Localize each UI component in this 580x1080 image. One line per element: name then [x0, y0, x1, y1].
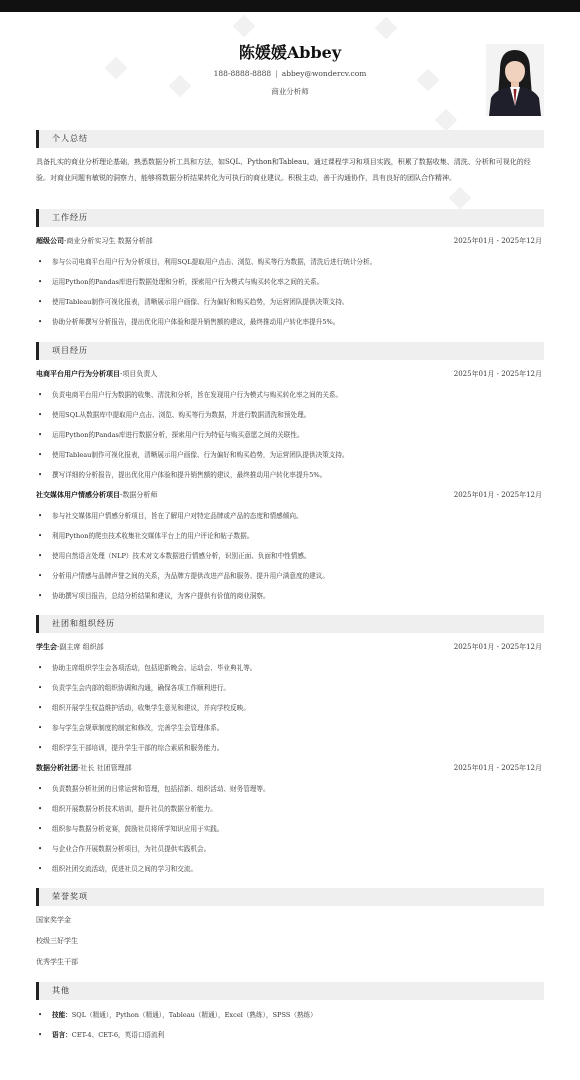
list-item: • 协助主席组织学生会各项活动，包括迎新晚会、运动会、毕业典礼等。 — [38, 664, 257, 672]
project-entry-header — [36, 490, 544, 502]
entry-date: 2025年01月 - 2025年12月 — [453, 237, 542, 245]
list-item: • 运用Python的Pandas库进行数据处理和分析，探索用户行为模式与购买转化率之间的关系。 — [38, 278, 324, 286]
entry-organization: 社交媒体用户情感分析项目 — [36, 490, 120, 499]
section-title: 社团和组织经历 — [52, 619, 115, 628]
award-item: 校级三好学生 — [36, 937, 78, 945]
list-item: • 运用Python的Pandas库进行数据分析，探索用户行为特征与购买意愿之间的关联性。 — [38, 431, 304, 439]
section-header-awards — [36, 888, 544, 906]
entry-date: 2025年01月 - 2025年12月 — [453, 643, 542, 651]
entry-position: -数据分析师 — [120, 491, 158, 499]
list-item: • 负责电商平台用户行为数据的收集、清洗和分析，旨在发现用户行为模式与购买转化率之间的关系。 — [38, 391, 343, 399]
section-title: 荣誉奖项 — [52, 892, 88, 901]
club-entry-header — [36, 642, 544, 654]
skills-label: 技能： — [52, 1011, 72, 1019]
entry-position: -副主席 组织部 — [57, 643, 104, 651]
list-item: • 负责数据分析社团的日常运营和管理，包括招新、组织活动、财务管理等。 — [38, 785, 270, 793]
section-accent-bar — [36, 342, 39, 360]
language-item: • 语言：CET-4、CET-6，英语口语流利 — [38, 1031, 165, 1039]
decor-diamond — [449, 187, 472, 210]
section-title: 工作经历 — [52, 213, 88, 222]
list-item: • 分析用户情感与品牌声誉之间的关系，为品牌方提供改进产品和服务、提升用户满意度的建议。 — [38, 572, 329, 580]
project-entry-header — [36, 369, 544, 381]
section-accent-bar — [36, 130, 39, 148]
section-title: 个人总结 — [52, 134, 88, 143]
email-address: abbey@wondercv.com — [281, 69, 367, 78]
list-item: • 使用Tableau制作可视化报表，清晰展示用户画像、行为偏好和购买趋势，为运营团队提供决策支持。 — [38, 451, 349, 459]
entry-organization: 超级公司 — [36, 236, 64, 245]
award-item: 优秀学生干部 — [36, 958, 78, 966]
list-item: • 协助撰写项目报告，总结分析结果和建议，为客户提供有价值的商业洞察。 — [38, 592, 270, 600]
profile-photo-illustration — [486, 44, 544, 116]
list-item: • 组织开展学生权益维护活动，收集学生意见和建议，并向学校反映。 — [38, 704, 250, 712]
candidate-name: 陈媛媛Abbey — [238, 43, 342, 62]
list-item: • 使用SQL从数据库中提取用户点击、浏览、购买等行为数据，并进行数据清洗和预处理。 — [38, 411, 311, 419]
list-item: • 参与公司电商平台用户行为分析项目，利用SQL提取用户点击、浏览、购买等行为数据，清洗后进行统计分析。 — [38, 258, 377, 266]
list-item: • 撰写详细的分析报告，提出优化用户体验和提升销售额的建议，最终推动用户转化率提升5%。 — [38, 471, 327, 479]
list-item: • 组织社团交流活动，促进社员之间的学习和交流。 — [38, 865, 198, 873]
list-item: • 参与学生会规章制度的制定和修改，完善学生会管理体系。 — [38, 724, 224, 732]
top-bar — [0, 0, 580, 12]
section-title: 项目经历 — [52, 346, 88, 355]
contact-separator: | — [275, 69, 278, 78]
list-item: • 组织开展数据分析技术培训，提升社员的数据分析能力。 — [38, 805, 217, 813]
list-item: • 协助分析师撰写分析报告，提出优化用户体验和提升销售额的建议，最终推动用户转化率提升5%。 — [38, 318, 340, 326]
section-accent-bar — [36, 982, 39, 1000]
entry-organization: 学生会 — [36, 642, 57, 651]
section-header-other — [36, 982, 544, 1000]
section-accent-bar — [36, 615, 39, 633]
entry-position: -社长 社团管理部 — [78, 764, 132, 772]
entry-organization: 数据分析社团 — [36, 763, 78, 772]
list-item: • 使用自然语言处理（NLP）技术对文本数据进行情感分析，识别正面、负面和中性情感。 — [38, 552, 311, 560]
entry-date: 2025年01月 - 2025年12月 — [453, 370, 542, 378]
entry-position: -商业分析实习生 数据分析部 — [64, 237, 153, 245]
list-item: • 与企业合作开展数据分析项目，为社员提供实践机会。 — [38, 845, 211, 853]
entry-position: -项目负责人 — [120, 370, 158, 378]
section-header-work — [36, 209, 544, 227]
skills-value: SQL（精通），Python（精通），Tableau（精通），Excel（熟练），SPSS（熟练） — [71, 1011, 317, 1019]
entry-date: 2025年01月 - 2025年12月 — [453, 491, 542, 499]
list-item: • 组织参与数据分析竞赛，鼓励社员将所学知识应用于实践。 — [38, 825, 224, 833]
list-item: • 使用Tableau制作可视化报表，清晰展示用户画像、行为偏好和购买趋势，为运营团队提供决策支持。 — [38, 298, 349, 306]
skills-item: • 技能：SQL（精通），Python（精通），Tableau（精通），Excel（熟练），SPSS（熟练） — [38, 1011, 317, 1019]
section-title: 其他 — [52, 986, 70, 995]
summary-text: 具备扎实的商业分析理论基础，熟悉数据分析工具和方法，如SQL、Python和Tableau。通过课程学习和项目实践，积累了数据收集、清洗、分析和可视化的经验。对商业问题有敏锐的洞察力，能够将数据分析结果转化为可执行的商业建议。积极主动，善于沟通协作，具有良好的团队合作精神。 — [36, 158, 531, 182]
language-label: 语言： — [52, 1031, 72, 1039]
entry-organization: 电商平台用户行为分析项目 — [36, 369, 120, 378]
club-entry-header — [36, 763, 544, 775]
decor-diamond — [375, 17, 398, 40]
decor-diamond — [435, 109, 458, 132]
list-item: • 利用Python的爬虫技术收集社交媒体平台上的用户评论和帖子数据。 — [38, 532, 254, 540]
list-item: • 组织学生干部培训，提升学生干部的综合素质和服务能力。 — [38, 744, 224, 752]
section-header-clubs — [36, 615, 544, 633]
list-item: • 参与社交媒体用户情感分析项目，旨在了解用户对特定品牌或产品的态度和情感倾向。 — [38, 512, 303, 520]
entry-date: 2025年01月 - 2025年12月 — [453, 764, 542, 772]
language-value: CET-4、CET-6，英语口语流利 — [71, 1031, 165, 1039]
list-item: • 负责学生会内部的组织协调和沟通，确保各项工作顺利进行。 — [38, 684, 231, 692]
section-accent-bar — [36, 209, 39, 227]
award-item: 国家奖学金 — [36, 916, 71, 924]
profile-photo — [486, 44, 544, 116]
decor-diamond — [233, 15, 256, 38]
section-header-summary — [36, 130, 544, 148]
job-title: 商业分析师 — [271, 87, 309, 96]
work-entry-header — [36, 236, 544, 248]
section-accent-bar — [36, 888, 39, 906]
phone-number: 188-8888-8888 — [213, 69, 272, 78]
section-header-projects — [36, 342, 544, 360]
